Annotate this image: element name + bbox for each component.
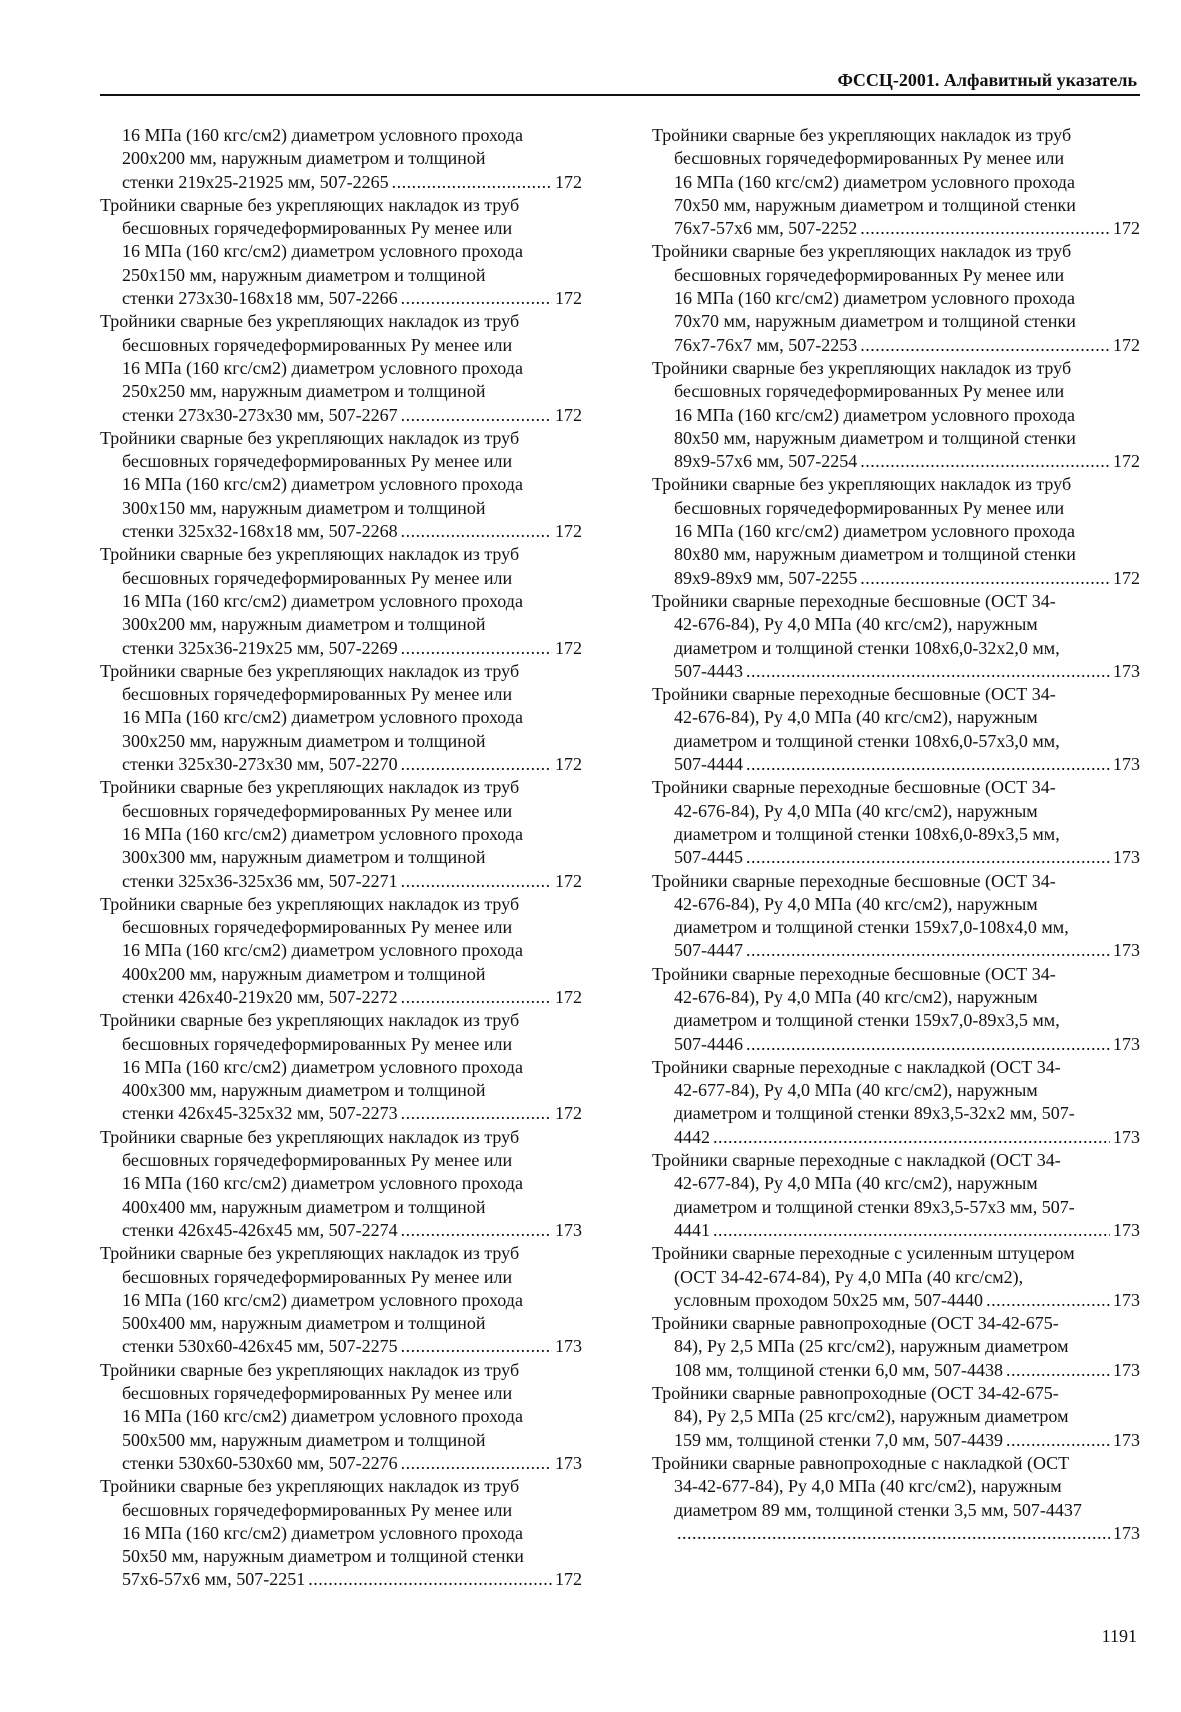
index-entry-page: 173 [1113,1359,1140,1380]
index-entry-line: Тройники сварные переходные бесшовные (ОСТ 34- [652,590,1056,611]
index-entry-page: 172 [1113,451,1140,472]
index-entry-line: 500х400 мм, наружным диаметром и толщиной [122,1313,486,1334]
index-entry-text: 507-4443 [674,660,743,681]
index-entry-line: 16 МПа (160 кгс/см2) диаметром условного прохода [122,474,523,495]
index-entry-last-line [652,753,1140,776]
index-entry-page: 173 [1113,1429,1140,1450]
index-entry-line: Тройники сварные без укрепляющих накладок из труб [100,893,520,914]
index-entry-text: стенки 530х60-426х45 мм, 507-2275 [122,1336,398,1357]
index-entry-page: 173 [1113,1219,1140,1240]
dot-leader [308,1568,552,1591]
index-entry-line: Тройники сварные без укрепляющих накладок из труб [652,357,1072,378]
index-entry-text: 159 мм, толщиной стенки 7,0 мм, 507-4439 [674,1429,1004,1450]
index-entry-text: 507-4444 [674,754,743,775]
dot-leader [746,939,1110,962]
index-entry-last-line [100,637,582,660]
index-entry-last-line [652,1289,1140,1312]
index-entry-last-line [100,870,582,893]
dot-leader [860,217,1110,240]
index-entry-line: бесшовных горячедеформированных Ру менее или [122,334,513,355]
index-entry-line: Тройники сварные равнопроходные (ОСТ 34-42-675- [652,1313,1059,1334]
index-entry-line: 16 МПа (160 кгс/см2) диаметром условного прохода [674,171,1075,192]
index-entry-line: Тройники сварные переходные с накладкой (ОСТ 34- [652,1056,1061,1077]
index-entry-last-line [652,939,1140,962]
index-entry-text: 76х7-57х6 мм, 507-2252 [674,218,858,239]
index-entry-line: 42-677-84), Ру 4,0 МПа (40 кгс/см2), наружным [674,1080,1038,1101]
index-entry [100,124,582,194]
index-entry-line: Тройники сварные переходные с усиленным штуцером [652,1243,1075,1264]
index-entry-last-line [100,753,582,776]
dot-leader [401,287,552,310]
index-entry-text: 89х9-57х6 мм, 507-2254 [674,451,858,472]
index-entry [652,1242,1140,1312]
index-entry-text: 89х9-89х9 мм, 507-2255 [674,567,858,588]
index-entry-line: 250х250 мм, наружным диаметром и толщиной [122,381,486,402]
index-entry-text: стенки 273х30-168х18 мм, 507-2266 [122,288,398,309]
index-entry-line: 34-42-677-84), Ру 4,0 МПа (40 кгс/см2), наружным [674,1476,1062,1497]
index-entry [100,1009,582,1125]
index-entry-page: 172 [555,1569,582,1590]
index-entry-line: 50х50 мм, наружным диаметром и толщиной стенки [122,1546,524,1567]
index-entry-last-line [652,1522,1140,1545]
index-entry-line: бесшовных горячедеформированных Ру менее или [122,684,513,705]
index-entry-line: (ОСТ 34-42-674-84), Ру 4,0 МПа (40 кгс/см2), [674,1266,1024,1287]
index-entry [652,1149,1140,1242]
index-entry-line: диаметром и толщиной стенки 108х6,0-32х2,0 мм, [674,637,1060,658]
index-entry-line: Тройники сварные переходные бесшовные (ОСТ 34- [652,684,1056,705]
index-column-left [100,124,582,1592]
index-entry-line: бесшовных горячедеформированных Ру менее или [122,1033,513,1054]
index-entry-text: 507-4447 [674,940,743,961]
index-column-right [652,124,1140,1545]
index-entry-text: 4442 [674,1126,710,1147]
index-entry-page: 173 [1113,1289,1140,1310]
index-entry-page: 173 [1113,940,1140,961]
index-entry-line: 84), Ру 2,5 МПа (25 кгс/см2), наружным диаметром [674,1336,1069,1357]
index-entry-page: 172 [555,404,582,425]
index-entry-line: бесшовных горячедеформированных Ру менее или [122,1383,513,1404]
index-entry-line: бесшовных горячедеформированных Ру менее или [674,497,1065,518]
index-entry-text: стенки 426х45-325х32 мм, 507-2273 [122,1103,398,1124]
index-entry-line: бесшовных горячедеформированных Ру менее или [122,1150,513,1171]
dot-leader [401,986,552,1009]
index-entry-last-line [652,450,1140,473]
index-entry-line: 16 МПа (160 кгс/см2) диаметром условного прохода [674,404,1075,425]
index-entry-last-line [100,1219,582,1242]
index-entry-line: 42-676-84), Ру 4,0 МПа (40 кгс/см2), наружным [674,800,1038,821]
index-entry-line: 300х300 мм, наружным диаметром и толщиной [122,847,486,868]
running-header: ФССЦ-2001. Алфавитный указатель [837,70,1137,90]
index-entry-text: стенки 273х30-273х30 мм, 507-2267 [122,404,398,425]
index-entry-text: 507-4446 [674,1033,743,1054]
dot-leader [746,660,1110,683]
index-entry-line: 300х150 мм, наружным диаметром и толщиной [122,497,486,518]
index-entry [652,1452,1140,1545]
index-entry [100,194,582,310]
index-entry-page: 173 [1113,1522,1140,1543]
index-entry-line: 16 МПа (160 кгс/см2) диаметром условного прохода [122,1522,523,1543]
index-entry-line: Тройники сварные без укрепляющих накладок из труб [100,1359,520,1380]
dot-leader [401,1452,552,1475]
index-entry [652,124,1140,240]
index-entry-page: 173 [555,1336,582,1357]
dot-leader [401,404,552,427]
index-entry-line: Тройники сварные без укрепляющих накладок из труб [100,311,520,332]
index-entry-last-line [100,1568,582,1591]
dot-leader [401,1102,552,1125]
index-entry-line: Тройники сварные без укрепляющих накладок из труб [100,660,520,681]
index-entry-page: 172 [1113,218,1140,239]
index-entry-line: 16 МПа (160 кгс/см2) диаметром условного прохода [122,707,523,728]
index-entry-line: 80х80 мм, наружным диаметром и толщиной стенки [674,544,1076,565]
index-entry-last-line [100,1452,582,1475]
index-entry-line: 300х250 мм, наружным диаметром и толщиной [122,730,486,751]
index-entry-line: Тройники сварные без укрепляющих накладок из труб [652,125,1072,145]
index-entry-line: 16 МПа (160 кгс/см2) диаметром условного прохода [122,823,523,844]
index-entry-line: 16 МПа (160 кгс/см2) диаметром условного прохода [122,241,523,262]
index-entry-line: 70х70 мм, наружным диаметром и толщиной стенки [674,311,1076,332]
index-entry-line: 16 МПа (160 кгс/см2) диаметром условного прохода [122,357,523,378]
index-entry-line: 16 МПа (160 кгс/см2) диаметром условного прохода [122,125,523,145]
index-entry-line: бесшовных горячедеформированных Ру менее или [122,1499,513,1520]
index-entry [100,1359,582,1475]
index-entry-line: 400х300 мм, наружным диаметром и толщиной [122,1080,486,1101]
index-entry-text: стенки 325х30-273х30 мм, 507-2270 [122,754,398,775]
index-entry-line: Тройники сварные без укрепляющих накладок из труб [100,1243,520,1264]
index-entry-page: 172 [555,521,582,542]
index-entry [100,427,582,543]
index-entry-line: 16 МПа (160 кгс/см2) диаметром условного прохода [122,940,523,961]
index-entry-line: Тройники сварные без укрепляющих накладок из труб [652,474,1072,495]
index-entry-line: 16 МПа (160 кгс/см2) диаметром условного прохода [674,521,1075,542]
index-entry-line: Тройники сварные переходные с накладкой (ОСТ 34- [652,1150,1061,1171]
index-entry-page: 172 [555,171,582,192]
index-entry-last-line [100,171,582,194]
index-entry-line: 200х200 мм, наружным диаметром и толщиной [122,148,486,169]
index-entry-page: 173 [555,1219,582,1240]
dot-leader [746,846,1110,869]
dot-leader [860,450,1110,473]
dot-leader [1006,1359,1110,1382]
index-entry-line: 42-676-84), Ру 4,0 МПа (40 кгс/см2), наружным [674,893,1038,914]
index-entry-last-line [652,660,1140,683]
index-entry-line: 250х150 мм, наружным диаметром и толщиной [122,264,486,285]
index-entry-text: условным проходом 50х25 мм, 507-4440 [674,1289,984,1310]
dot-leader [401,1219,552,1242]
index-entry-page: 173 [1113,847,1140,868]
index-entry-line: 16 МПа (160 кгс/см2) диаметром условного прохода [122,1406,523,1427]
index-entry-text: стенки 426х40-219х20 мм, 507-2272 [122,986,398,1007]
index-entry-line: 42-676-84), Ру 4,0 МПа (40 кгс/см2), наружным [674,986,1038,1007]
index-entry-line: 42-677-84), Ру 4,0 МПа (40 кгс/см2), наружным [674,1173,1038,1194]
index-entry-text: 76х7-76х7 мм, 507-2253 [674,334,858,355]
index-entry-line: 16 МПа (160 кгс/см2) диаметром условного прохода [122,1056,523,1077]
index-entry-line: Тройники сварные без укрепляющих накладок из труб [100,777,520,798]
index-entry-last-line [652,1126,1140,1149]
index-entry-line: Тройники сварные равнопроходные с накладкой (ОСТ [652,1452,1070,1473]
index-entry-line: диаметром и толщиной стенки 108х6,0-57х3,0 мм, [674,730,1060,751]
index-entry-line: 400х200 мм, наружным диаметром и толщиной [122,963,486,984]
index-entry-line: бесшовных горячедеформированных Ру менее или [122,917,513,938]
dot-leader [860,567,1110,590]
index-entry-line: бесшовных горячедеформированных Ру менее или [122,451,513,472]
index-entry-line: Тройники сварные переходные бесшовные (ОСТ 34- [652,777,1056,798]
index-entry [100,543,582,659]
index-entry-text: стенки 530х60-530х60 мм, 507-2276 [122,1452,398,1473]
dot-leader [401,870,552,893]
index-entry-line: Тройники сварные без укрепляющих накладок из труб [100,1010,520,1031]
index-entry-page: 173 [1113,660,1140,681]
index-entry-text: 4441 [674,1219,710,1240]
index-entry-text: стенки 426х45-426х45 мм, 507-2274 [122,1219,398,1240]
index-entry-line: 84), Ру 2,5 МПа (25 кгс/см2), наружным диаметром [674,1406,1069,1427]
index-entry-line: Тройники сварные без укрепляющих накладок из труб [100,1476,520,1497]
index-entry-last-line [100,1102,582,1125]
dot-leader [746,1033,1110,1056]
index-entry-last-line [652,334,1140,357]
index-entry-line: диаметром и толщиной стенки 159х7,0-89х3,5 мм, [674,1010,1060,1031]
index-entry-line: 16 МПа (160 кгс/см2) диаметром условного прохода [122,590,523,611]
index-entry [652,1056,1140,1149]
index-entry-last-line [652,1033,1140,1056]
index-entry [652,590,1140,683]
index-entry-line: Тройники сварные без укрепляющих накладок из труб [100,1126,520,1147]
index-entry-line: Тройники сварные без укрепляющих накладок из труб [100,194,520,215]
index-entry-text: 57х6-57х6 мм, 507-2251 [122,1569,306,1590]
index-entry [652,473,1140,589]
index-entry [652,357,1140,473]
index-entry-page: 172 [555,986,582,1007]
index-entry-last-line [652,1429,1140,1452]
index-entry-page: 172 [555,288,582,309]
index-entry [652,683,1140,776]
index-entry-text: 108 мм, толщиной стенки 6,0 мм, 507-4438 [674,1359,1004,1380]
dot-leader [713,1219,1110,1242]
dot-leader [713,1126,1110,1149]
index-entry [652,963,1140,1056]
dot-leader [860,334,1110,357]
index-entry-last-line [100,287,582,310]
index-entry [100,660,582,776]
index-entry-line: бесшовных горячедеформированных Ру менее или [122,218,513,239]
index-entry-last-line [652,567,1140,590]
index-entry-line: 400х400 мм, наружным диаметром и толщиной [122,1196,486,1217]
index-entry-line: 70х50 мм, наружным диаметром и толщиной стенки [674,194,1076,215]
index-entry-line: 42-676-84), Ру 4,0 МПа (40 кгс/см2), наружным [674,707,1038,728]
index-entry-page: 173 [555,1452,582,1473]
index-entry-page: 172 [555,637,582,658]
index-entry-text: стенки 325х32-168х18 мм, 507-2268 [122,521,398,542]
index-entry-line: бесшовных горячедеформированных Ру менее или [122,1266,513,1287]
index-entry-line: 42-676-84), Ру 4,0 МПа (40 кгс/см2), наружным [674,614,1038,635]
dot-leader [677,1522,1110,1545]
index-entry-page: 172 [555,870,582,891]
index-entry-text: стенки 219х25-21925 мм, 507-2265 [122,171,389,192]
index-entry-line: Тройники сварные переходные бесшовные (ОСТ 34- [652,963,1056,984]
index-entry-page: 173 [1113,754,1140,775]
index-entry-page: 173 [1113,1033,1140,1054]
index-entry-last-line [652,1219,1140,1242]
index-entry [652,240,1140,356]
index-entry-line: Тройники сварные равнопроходные (ОСТ 34-42-675- [652,1383,1059,1404]
index-entry-line: 16 МПа (160 кгс/см2) диаметром условного прохода [122,1289,523,1310]
index-entry-line: диаметром 89 мм, толщиной стенки 3,5 мм, 507-4437 [674,1499,1082,1520]
index-entry-line: бесшовных горячедеформированных Ру менее или [674,148,1065,169]
index-entry-line: 16 МПа (160 кгс/см2) диаметром условного прохода [122,1173,523,1194]
dot-leader [1006,1429,1110,1452]
index-entry-line: 80х50 мм, наружным диаметром и толщиной стенки [674,427,1076,448]
index-entry-line: диаметром и толщиной стенки 89х3,5-57х3 мм, 507- [674,1196,1075,1217]
dot-leader [986,1289,1110,1312]
index-entry-page: 172 [555,754,582,775]
index-entry-page: 173 [1113,1126,1140,1147]
index-entry-page: 172 [1113,567,1140,588]
index-entry-last-line [652,217,1140,240]
index-entry [100,1126,582,1242]
index-entry-text: стенки 325х36-219х25 мм, 507-2269 [122,637,398,658]
index-entry-last-line [100,520,582,543]
index-entry-line: бесшовных горячедеформированных Ру менее или [674,264,1065,285]
index-entry-line: диаметром и толщиной стенки 108х6,0-89х3,5 мм, [674,823,1060,844]
index-entry-last-line [652,1359,1140,1382]
index-entry-line: диаметром и толщиной стенки 89х3,5-32х2 мм, 507- [674,1103,1075,1124]
dot-leader [401,520,552,543]
index-entry-text: 507-4445 [674,847,743,868]
index-entry-line: 16 МПа (160 кгс/см2) диаметром условного прохода [674,288,1075,309]
index-entry-line: диаметром и толщиной стенки 159х7,0-108х4,0 мм, [674,917,1069,938]
index-entry-line: Тройники сварные без укрепляющих накладок из труб [652,241,1072,262]
index-entry-last-line [100,1335,582,1358]
dot-leader [392,171,552,194]
index-entry [100,310,582,426]
index-entry-last-line [100,404,582,427]
index-entry [652,870,1140,963]
index-entry-page: 172 [555,1103,582,1124]
index-entry-line: бесшовных горячедеформированных Ру менее или [122,567,513,588]
page-number: 1191 [1101,1626,1137,1646]
index-entry-text: стенки 325х36-325х36 мм, 507-2271 [122,870,398,891]
index-entry-line: Тройники сварные без укрепляющих накладок из труб [100,427,520,448]
index-entry [100,776,582,892]
index-entry [100,1242,582,1358]
index-entry [652,776,1140,869]
index-entry [652,1382,1140,1452]
header-rule [100,94,1140,96]
index-entry-page: 172 [1113,334,1140,355]
index-entry-line: бесшовных горячедеформированных Ру менее или [122,800,513,821]
index-entry-line: Тройники сварные без укрепляющих накладок из труб [100,544,520,565]
index-entry-line: 500х500 мм, наружным диаметром и толщиной [122,1429,486,1450]
dot-leader [746,753,1110,776]
index-entry [100,1475,582,1591]
index-entry [100,893,582,1009]
index-entry-last-line [652,846,1140,869]
dot-leader [401,753,552,776]
index-entry-last-line [100,986,582,1009]
index-entry [652,1312,1140,1382]
index-entry-line: бесшовных горячедеформированных Ру менее или [674,381,1065,402]
dot-leader [401,637,552,660]
index-entry-line: 300х200 мм, наружным диаметром и толщиной [122,614,486,635]
dot-leader [401,1335,552,1358]
index-entry-line: Тройники сварные переходные бесшовные (ОСТ 34- [652,870,1056,891]
